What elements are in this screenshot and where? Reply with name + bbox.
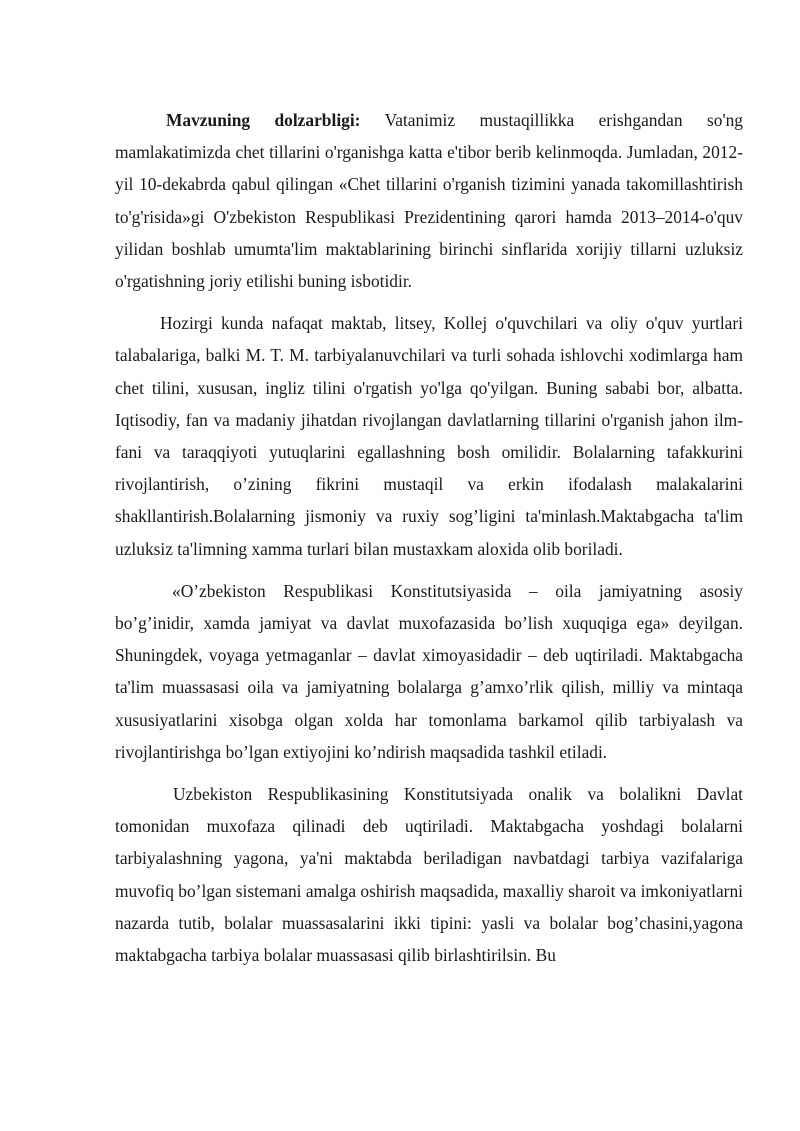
relevance-heading: Mavzuning dolzarbligi: [166,110,361,130]
paragraph-3: «O’zbekiston Respublikasi Konstitutsiyasida – oila jamiyatning asosiy bo’g’inidir, xamda jamiyat va davlat muxofazasida bo’lish xuquqiga ega» deyilgan. Shuningdek, voyaga yetmaganlar – davlat ximoyasidadir – deb uqtiriladi. Maktabgacha ta'lim muassasasi oila va jamiyatning bolalarga g’amxo’rlik qilish, milliy va mintaqa xususiyatlarini xisobga olgan xolda har tomonlama barkamol qilib tarbiyalash va rivojlantirishga bo’lgan extiyojini ko’ndirish maqsadida tashkil etiladi. [115,580,743,762]
paragraph-relevance [115,104,743,297]
relevance-text: Vatanimiz mustaqillikka erishgandan so'ng mamlakatimizda chet tillarini o'rganishga katta e'tibor berib kelinmoqda. Jumladan, 2012-yil 10-dekabrda qabul qilingan «Chet tillarini o'rganish tizimini yanada takomillashtirish to'g'risida»gi O'zbekiston Respublikasi Prezidentining qarori hamda 2013–2014-o'quv yilidan boshlab umumta'lim maktablarining birinchi sinflarida xorijiy tillarni uzluksiz o'rgatishning joriy etilishi buning isbotidir. [115,110,743,292]
paragraph-2: Hozirgi kunda nafaqat maktab, litsey, Kollej o'quvchilari va oliy o'quv yurtlari talabalariga, balki M. T. M. tarbiyalanuvchilari va turli sohada ishlovchi xodimlarga ham chet tilini, xususan, ingliz tilini o'rgatish yo'lga qo'yilgan. Buning sababi bor, albatta. Iqtisodiy, fan va madaniy jihatdan rivojlangan davlatlarning tillarini o'rganish jahon ilm- fani va taraqqiyoti yutuqlarini egallashning bosh omilidir. Bolalarning tafakkurini rivojlantirish, o’zining fikrini mustaqil va erkin ifodalash malakalarini shakllantirish.Bolalarning jismoniy va ruxiy sog’ligini ta'minlash.Maktabgacha ta'lim uzluksiz ta'limning xamma turlari bilan mustaxkam aloxida olib boriladi. [115,313,743,559]
paragraph-4: Uzbekiston Respublikasining Konstitutsiyada onalik va bolalikni Davlat tomonidan muxofaza qilinadi deb uqtiriladi. Maktabgacha yoshdagi bolalarni tarbiyalashning yagona, ya'ni maktabda beriladigan navbatdagi tarbiya vazifalariga muvofiq bo’lgan sistemani amalga oshirish maqsadida, maxalliy sharoit va imkoniyatlarni nazarda tutib, bolalar muassasalarini ikki tipini: yasli va bolalar bog’chasini,yagona maktabgacha tarbiya bolalar muassasasi qilib birlashtirilsin. Bu [115,784,743,966]
